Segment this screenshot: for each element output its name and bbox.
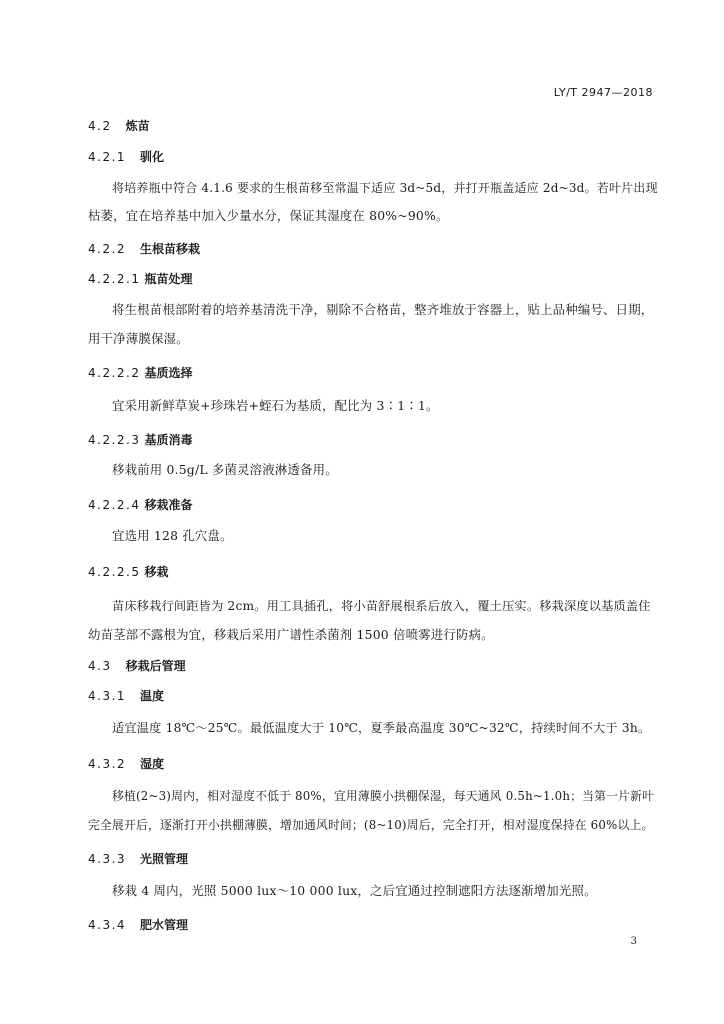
paragraph-line: 将生根苗根部附着的培养基清洗干净，剔除不合格苗，整齐堆放于容器上，贴上品种编号、日期， (112, 302, 654, 317)
section-number: 4.2.2.1 (88, 272, 141, 286)
section-heading (88, 495, 658, 515)
section-number: 4.3.3 (88, 852, 127, 866)
section-heading (88, 147, 658, 167)
page-number: 3 (630, 936, 637, 947)
section-heading (88, 269, 658, 289)
paragraph-line: 枯萎，宜在培养基中加入少量水分，保证其湿度在 80%~90%。 (88, 208, 449, 223)
section-title: 移栽 (144, 565, 169, 579)
section-heading (88, 363, 658, 383)
section-title: 基质消毒 (144, 433, 193, 447)
paragraph-line: 幼苗茎部不露根为宜，移栽后采用广谱性杀菌剂 1500 倍喷雾进行防病。 (88, 627, 494, 642)
section-title: 瓶苗处理 (144, 272, 193, 286)
section-number: 4.2.2 (88, 242, 127, 256)
section-number: 4.2 (88, 119, 112, 133)
section-number: 4.2.2.2 (88, 366, 141, 380)
paragraph-line: 移栽 4 周内，光照 5000 lux～10 000 lux，之后宜通过控制遮阳方法逐渐增加光照。 (112, 883, 597, 898)
section-number: 4.3.4 (88, 918, 127, 932)
section-title: 光照管理 (140, 852, 189, 866)
paragraph-line: 适宜温度 18℃～25℃。最低温度大于 10℃，夏季最高温度 30℃~32℃，持续时间不大于 3h。 (112, 721, 651, 735)
paragraph-line: 移植(2~3)周内，相对湿度不低于 80%，宜用薄膜小拱棚保湿，每天通风 0.5h~1.0h；当第一片新叶 (112, 789, 655, 803)
paragraph-line: 宜采用新鲜草炭+珍珠岩+蛭石为基质，配比为 3∶1∶1。 (112, 398, 439, 413)
section-number: 4.2.2.3 (88, 433, 141, 447)
paragraph-line: 移栽前用 0.5g/L 多菌灵溶液淋透备用。 (112, 462, 338, 477)
section-number: 4.2.2.5 (88, 565, 141, 579)
section-heading (88, 430, 658, 450)
paragraph-line: 宜选用 128 孔穴盘。 (112, 528, 233, 543)
section-heading (88, 239, 658, 259)
section-title: 炼苗 (125, 119, 150, 133)
section-number: 4.3 (88, 659, 112, 673)
section-title: 生根苗移栽 (140, 242, 201, 256)
paragraph-line: 用干净薄膜保湿。 (88, 331, 189, 346)
section-title: 移栽后管理 (125, 659, 186, 673)
section-title: 湿度 (140, 757, 165, 771)
section-heading (88, 849, 658, 869)
section-heading (88, 116, 658, 136)
paragraph-line: 苗床移栽行间距皆为 2cm。用工具插孔，将小苗舒展根系后放入，覆土压实。移栽深度以基质盖住 (112, 599, 651, 613)
section-number: 4.3.1 (88, 689, 127, 703)
paragraph-line: 将培养瓶中符合 4.1.6 要求的生根苗移至常温下适应 3d~5d，并打开瓶盖适应 2d~3d。若叶片出现 (112, 181, 658, 195)
section-heading (88, 686, 658, 706)
section-title: 肥水管理 (140, 918, 189, 932)
section-title: 驯化 (140, 150, 165, 164)
section-title: 基质选择 (144, 366, 193, 380)
section-number: 4.3.2 (88, 757, 127, 771)
section-title: 温度 (140, 689, 165, 703)
section-heading (88, 562, 658, 582)
section-heading (88, 754, 658, 774)
standard-code: LY/T 2947—2018 (553, 86, 653, 99)
section-heading (88, 656, 658, 676)
paragraph-line: 完全展开后，逐渐打开小拱棚薄膜，增加通风时间；(8~10)周后，完全打开，相对湿度保持在 60%以上。 (88, 818, 654, 832)
section-number: 4.2.2.4 (88, 498, 141, 512)
section-title: 移栽准备 (144, 498, 193, 512)
section-heading (88, 915, 658, 935)
section-number: 4.2.1 (88, 150, 127, 164)
